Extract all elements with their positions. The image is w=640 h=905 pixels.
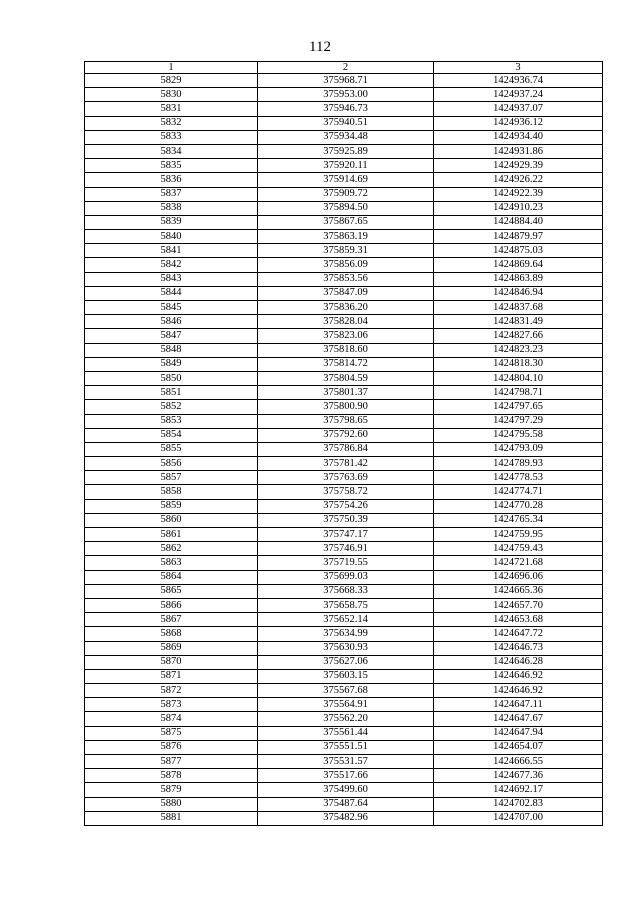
y-coordinate-cell: 1424936.12 [434, 116, 603, 130]
x-coordinate-cell: 375909.72 [258, 187, 434, 201]
column-header-2: 2 [258, 62, 434, 74]
y-coordinate-cell: 1424937.24 [434, 88, 603, 102]
y-coordinate-cell: 1424926.22 [434, 173, 603, 187]
table-row [85, 315, 603, 329]
y-coordinate-cell: 1424869.64 [434, 258, 603, 272]
point-number-cell: 5831 [85, 102, 258, 116]
table-row [85, 499, 603, 513]
x-coordinate-cell: 375487.64 [258, 797, 434, 811]
point-number-cell: 5829 [85, 74, 258, 88]
x-coordinate-cell: 375804.59 [258, 371, 434, 385]
point-number-cell: 5845 [85, 301, 258, 315]
x-coordinate-cell: 375925.89 [258, 144, 434, 158]
x-coordinate-cell: 375482.96 [258, 811, 434, 825]
y-coordinate-cell: 1424677.36 [434, 769, 603, 783]
x-coordinate-cell: 375634.99 [258, 627, 434, 641]
table-row [85, 428, 603, 442]
x-coordinate-cell: 375894.50 [258, 201, 434, 215]
table-row [85, 570, 603, 584]
table-row [85, 244, 603, 258]
y-coordinate-cell: 1424774.71 [434, 485, 603, 499]
y-coordinate-cell: 1424696.06 [434, 570, 603, 584]
table-row [85, 102, 603, 116]
column-header-3: 3 [434, 62, 603, 74]
table-row [85, 272, 603, 286]
table-row [85, 230, 603, 244]
point-number-cell: 5862 [85, 542, 258, 556]
point-number-cell: 5863 [85, 556, 258, 570]
table-row [85, 684, 603, 698]
point-number-cell: 5830 [85, 88, 258, 102]
y-coordinate-cell: 1424654.07 [434, 740, 603, 754]
table-row [85, 613, 603, 627]
page-number: 112 [309, 39, 331, 55]
y-coordinate-cell: 1424846.94 [434, 286, 603, 300]
y-coordinate-cell: 1424646.28 [434, 655, 603, 669]
table-row [85, 627, 603, 641]
point-number-cell: 5875 [85, 726, 258, 740]
table-header-row [85, 62, 603, 74]
point-number-cell: 5849 [85, 357, 258, 371]
y-coordinate-cell: 1424707.00 [434, 811, 603, 825]
y-coordinate-cell: 1424793.09 [434, 442, 603, 456]
table-row [85, 712, 603, 726]
y-coordinate-cell: 1424795.58 [434, 428, 603, 442]
x-coordinate-cell: 375719.55 [258, 556, 434, 570]
y-coordinate-cell: 1424647.72 [434, 627, 603, 641]
point-number-cell: 5869 [85, 641, 258, 655]
table-row [85, 471, 603, 485]
x-coordinate-cell: 375814.72 [258, 357, 434, 371]
x-coordinate-cell: 375818.60 [258, 343, 434, 357]
point-number-cell: 5846 [85, 315, 258, 329]
point-number-cell: 5856 [85, 457, 258, 471]
table-row [85, 698, 603, 712]
x-coordinate-cell: 375853.56 [258, 272, 434, 286]
point-number-cell: 5879 [85, 783, 258, 797]
x-coordinate-cell: 375562.20 [258, 712, 434, 726]
table-row [85, 286, 603, 300]
x-coordinate-cell: 375627.06 [258, 655, 434, 669]
table-row [85, 655, 603, 669]
point-number-cell: 5853 [85, 414, 258, 428]
point-number-cell: 5848 [85, 343, 258, 357]
table-row [85, 669, 603, 683]
point-number-cell: 5866 [85, 598, 258, 612]
table-row [85, 641, 603, 655]
point-number-cell: 5835 [85, 159, 258, 173]
point-number-cell: 5860 [85, 513, 258, 527]
point-number-cell: 5851 [85, 386, 258, 400]
point-number-cell: 5880 [85, 797, 258, 811]
y-coordinate-cell: 1424929.39 [434, 159, 603, 173]
x-coordinate-cell: 375517.66 [258, 769, 434, 783]
x-coordinate-cell: 375747.17 [258, 528, 434, 542]
table-row [85, 88, 603, 102]
point-number-cell: 5861 [85, 528, 258, 542]
table-row [85, 357, 603, 371]
x-coordinate-cell: 375564.91 [258, 698, 434, 712]
x-coordinate-cell: 375763.69 [258, 471, 434, 485]
table-row [85, 797, 603, 811]
x-coordinate-cell: 375920.11 [258, 159, 434, 173]
table-row [85, 811, 603, 825]
x-coordinate-cell: 375531.57 [258, 755, 434, 769]
point-number-cell: 5838 [85, 201, 258, 215]
y-coordinate-cell: 1424827.66 [434, 329, 603, 343]
point-number-cell: 5832 [85, 116, 258, 130]
y-coordinate-cell: 1424789.93 [434, 457, 603, 471]
x-coordinate-cell: 375699.03 [258, 570, 434, 584]
y-coordinate-cell: 1424647.94 [434, 726, 603, 740]
column-header-1: 1 [85, 62, 258, 74]
table-row [85, 457, 603, 471]
point-number-cell: 5859 [85, 499, 258, 513]
point-number-cell: 5854 [85, 428, 258, 442]
table-row [85, 371, 603, 385]
y-coordinate-cell: 1424647.11 [434, 698, 603, 712]
x-coordinate-cell: 375499.60 [258, 783, 434, 797]
table-row [85, 258, 603, 272]
y-coordinate-cell: 1424778.53 [434, 471, 603, 485]
point-number-cell: 5878 [85, 769, 258, 783]
y-coordinate-cell: 1424666.55 [434, 755, 603, 769]
y-coordinate-cell: 1424934.40 [434, 130, 603, 144]
point-number-cell: 5871 [85, 669, 258, 683]
x-coordinate-cell: 375603.15 [258, 669, 434, 683]
point-number-cell: 5857 [85, 471, 258, 485]
x-coordinate-cell: 375792.60 [258, 428, 434, 442]
table-row [85, 343, 603, 357]
coordinates-table [84, 61, 603, 826]
y-coordinate-cell: 1424798.71 [434, 386, 603, 400]
point-number-cell: 5877 [85, 755, 258, 769]
x-coordinate-cell: 375856.09 [258, 258, 434, 272]
table-row [85, 584, 603, 598]
x-coordinate-cell: 375781.42 [258, 457, 434, 471]
x-coordinate-cell: 375798.65 [258, 414, 434, 428]
table-row [85, 173, 603, 187]
table-row [85, 116, 603, 130]
y-coordinate-cell: 1424936.74 [434, 74, 603, 88]
point-number-cell: 5868 [85, 627, 258, 641]
x-coordinate-cell: 375823.06 [258, 329, 434, 343]
x-coordinate-cell: 375750.39 [258, 513, 434, 527]
y-coordinate-cell: 1424797.65 [434, 400, 603, 414]
y-coordinate-cell: 1424879.97 [434, 230, 603, 244]
point-number-cell: 5852 [85, 400, 258, 414]
x-coordinate-cell: 375867.65 [258, 215, 434, 229]
point-number-cell: 5867 [85, 613, 258, 627]
y-coordinate-cell: 1424646.73 [434, 641, 603, 655]
x-coordinate-cell: 375847.09 [258, 286, 434, 300]
table-row [85, 414, 603, 428]
point-number-cell: 5870 [85, 655, 258, 669]
point-number-cell: 5874 [85, 712, 258, 726]
y-coordinate-cell: 1424831.49 [434, 315, 603, 329]
y-coordinate-cell: 1424837.68 [434, 301, 603, 315]
point-number-cell: 5834 [85, 144, 258, 158]
y-coordinate-cell: 1424665.36 [434, 584, 603, 598]
table-row [85, 740, 603, 754]
point-number-cell: 5847 [85, 329, 258, 343]
y-coordinate-cell: 1424657.70 [434, 598, 603, 612]
y-coordinate-cell: 1424823.23 [434, 343, 603, 357]
x-coordinate-cell: 375863.19 [258, 230, 434, 244]
point-number-cell: 5844 [85, 286, 258, 300]
point-number-cell: 5836 [85, 173, 258, 187]
x-coordinate-cell: 375940.51 [258, 116, 434, 130]
y-coordinate-cell: 1424721.68 [434, 556, 603, 570]
table-row [85, 485, 603, 499]
y-coordinate-cell: 1424765.34 [434, 513, 603, 527]
table-body [85, 74, 603, 826]
table-row [85, 130, 603, 144]
x-coordinate-cell: 375754.26 [258, 499, 434, 513]
x-coordinate-cell: 375746.91 [258, 542, 434, 556]
table-row [85, 542, 603, 556]
table-row [85, 201, 603, 215]
table-row [85, 329, 603, 343]
table-row [85, 528, 603, 542]
table-row [85, 783, 603, 797]
y-coordinate-cell: 1424770.28 [434, 499, 603, 513]
table-row [85, 513, 603, 527]
point-number-cell: 5864 [85, 570, 258, 584]
y-coordinate-cell: 1424931.86 [434, 144, 603, 158]
y-coordinate-cell: 1424797.29 [434, 414, 603, 428]
x-coordinate-cell: 375786.84 [258, 442, 434, 456]
table-row [85, 215, 603, 229]
y-coordinate-cell: 1424759.43 [434, 542, 603, 556]
x-coordinate-cell: 375561.44 [258, 726, 434, 740]
table-row [85, 74, 603, 88]
point-number-cell: 5865 [85, 584, 258, 598]
y-coordinate-cell: 1424910.23 [434, 201, 603, 215]
x-coordinate-cell: 375968.71 [258, 74, 434, 88]
table-row [85, 726, 603, 740]
x-coordinate-cell: 375658.75 [258, 598, 434, 612]
y-coordinate-cell: 1424692.17 [434, 783, 603, 797]
x-coordinate-cell: 375836.20 [258, 301, 434, 315]
point-number-cell: 5833 [85, 130, 258, 144]
y-coordinate-cell: 1424804.10 [434, 371, 603, 385]
point-number-cell: 5850 [85, 371, 258, 385]
point-number-cell: 5843 [85, 272, 258, 286]
x-coordinate-cell: 375914.69 [258, 173, 434, 187]
table-row [85, 144, 603, 158]
y-coordinate-cell: 1424759.95 [434, 528, 603, 542]
point-number-cell: 5873 [85, 698, 258, 712]
x-coordinate-cell: 375652.14 [258, 613, 434, 627]
point-number-cell: 5839 [85, 215, 258, 229]
point-number-cell: 5855 [85, 442, 258, 456]
point-number-cell: 5872 [85, 684, 258, 698]
table-row [85, 159, 603, 173]
point-number-cell: 5842 [85, 258, 258, 272]
x-coordinate-cell: 375859.31 [258, 244, 434, 258]
x-coordinate-cell: 375953.00 [258, 88, 434, 102]
x-coordinate-cell: 375567.68 [258, 684, 434, 698]
point-number-cell: 5876 [85, 740, 258, 754]
table-row [85, 400, 603, 414]
x-coordinate-cell: 375668.33 [258, 584, 434, 598]
y-coordinate-cell: 1424922.39 [434, 187, 603, 201]
y-coordinate-cell: 1424884.40 [434, 215, 603, 229]
x-coordinate-cell: 375828.04 [258, 315, 434, 329]
table-row [85, 442, 603, 456]
x-coordinate-cell: 375801.37 [258, 386, 434, 400]
table-row [85, 301, 603, 315]
y-coordinate-cell: 1424646.92 [434, 684, 603, 698]
y-coordinate-cell: 1424875.03 [434, 244, 603, 258]
y-coordinate-cell: 1424702.83 [434, 797, 603, 811]
y-coordinate-cell: 1424863.89 [434, 272, 603, 286]
table-row [85, 386, 603, 400]
x-coordinate-cell: 375946.73 [258, 102, 434, 116]
table-row [85, 769, 603, 783]
point-number-cell: 5837 [85, 187, 258, 201]
y-coordinate-cell: 1424646.92 [434, 669, 603, 683]
x-coordinate-cell: 375758.72 [258, 485, 434, 499]
table-row [85, 755, 603, 769]
point-number-cell: 5881 [85, 811, 258, 825]
table-row [85, 598, 603, 612]
y-coordinate-cell: 1424653.68 [434, 613, 603, 627]
point-number-cell: 5858 [85, 485, 258, 499]
x-coordinate-cell: 375934.48 [258, 130, 434, 144]
point-number-cell: 5841 [85, 244, 258, 258]
y-coordinate-cell: 1424937.07 [434, 102, 603, 116]
x-coordinate-cell: 375800.90 [258, 400, 434, 414]
x-coordinate-cell: 375630.93 [258, 641, 434, 655]
table-row [85, 556, 603, 570]
table-row [85, 187, 603, 201]
y-coordinate-cell: 1424647.67 [434, 712, 603, 726]
point-number-cell: 5840 [85, 230, 258, 244]
y-coordinate-cell: 1424818.30 [434, 357, 603, 371]
x-coordinate-cell: 375551.51 [258, 740, 434, 754]
